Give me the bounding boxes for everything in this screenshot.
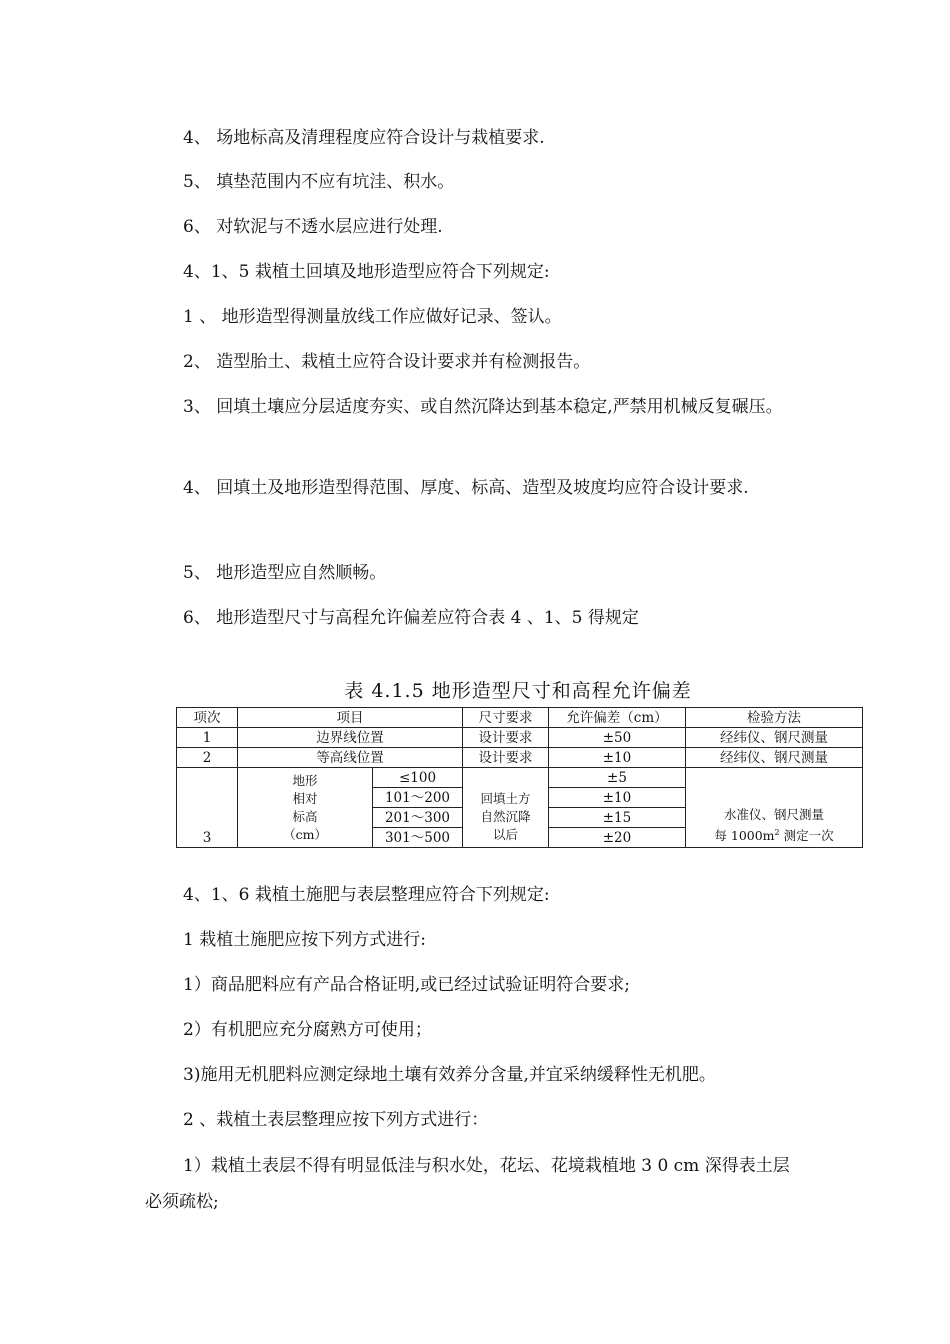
- cell-method-level: [686, 768, 863, 848]
- cell-tolerance: ±15: [549, 808, 686, 828]
- header-requirement: 尺寸要求: [463, 708, 549, 728]
- cell-item: 等高线位置: [238, 748, 463, 768]
- cell-tolerance: ±50: [549, 728, 686, 748]
- cell-item-relative-elevation: 地形 相对 标高 （cm）: [238, 768, 373, 848]
- method-line-1: 水准仪、钢尺测量: [723, 806, 824, 822]
- section-heading-4-1-5: 4、1、5 栽植土回填及地形造型应符合下列规定:: [183, 262, 550, 282]
- cell-method: 经纬仪、钢尺测量: [686, 748, 863, 768]
- cell-tolerance: ±20: [549, 828, 686, 848]
- section-heading-4-1-6: 4、1、6 栽植土施肥与表层整理应符合下列规定:: [183, 885, 550, 905]
- cell-tolerance: ±5: [549, 768, 686, 788]
- paragraph-1-fertilizing: 1 栽植土施肥应按下列方式进行:: [183, 930, 426, 950]
- method-line-2-pre: 每 1000m: [714, 828, 775, 843]
- paragraph-2-soil-report: 2、 造型胎土、栽植土应符合设计要求并有检测报告。: [183, 352, 591, 372]
- cell-tolerance: ±10: [549, 788, 686, 808]
- paragraph-1-topsoil-loose: 1）栽植土表层不得有明显低洼与积水处，花坛、花境栽植地 3 0 cm 深得表土层必须疏松;: [145, 1156, 790, 1212]
- table-row: [177, 748, 863, 768]
- cell-method: 经纬仪、钢尺测量: [686, 728, 863, 748]
- header-method: 检验方法: [686, 708, 863, 728]
- cell-range: 101～200: [373, 788, 463, 808]
- cell-range: 301～500: [373, 828, 463, 848]
- method-line-2: [686, 824, 862, 845]
- paragraph-4-site-level: 4、 场地标高及清理程度应符合设计与栽植要求.: [183, 128, 545, 148]
- table-row: [177, 768, 863, 788]
- paragraph-5-fill-range: 5、 填垫范围内不应有坑洼、积水。: [183, 172, 455, 192]
- cell-no: 3: [177, 768, 238, 848]
- cell-no: 1: [177, 728, 238, 748]
- paragraph-1-commercial-fertilizer: 1）商品肥料应有产品合格证明,或已经过试验证明符合要求;: [183, 975, 630, 995]
- paragraph-5-natural: 5、 地形造型应自然顺畅。: [183, 563, 387, 583]
- paragraph-3-inorganic-fertilizer: 3)施用无机肥料应测定绿地土壤有效养分含量,并宜采纳缓释性无机肥。: [183, 1065, 716, 1085]
- cell-no: 2: [177, 748, 238, 768]
- cell-requirement-settlement: 回填土方 自然沉降 以后: [463, 768, 549, 848]
- paragraph-1-survey: 1 、 地形造型得测量放线工作应做好记录、签认。: [183, 307, 562, 327]
- cell-requirement: 设计要求: [463, 728, 549, 748]
- table-title: 表 4.1.5 地形造型尺寸和高程允许偏差: [344, 680, 692, 702]
- tolerance-table: [176, 707, 863, 848]
- paragraph-2-surface-finishing: 2 、栽植土表层整理应按下列方式进行：: [183, 1110, 489, 1130]
- paragraph-6-soft-mud: 6、 对软泥与不透水层应进行处理.: [183, 217, 443, 237]
- cell-range: ≤100: [373, 768, 463, 788]
- paragraph-6-tolerance-ref: 6、 地形造型尺寸与高程允许偏差应符合表 4 、1、5 得规定: [183, 608, 639, 628]
- table-header-row: [177, 708, 863, 728]
- method-sup: 2: [774, 827, 780, 837]
- cell-range: 201～300: [373, 808, 463, 828]
- header-item: 项目: [238, 708, 463, 728]
- paragraph-2-organic-fertilizer: 2）有机肥应充分腐熟方可使用；: [183, 1020, 432, 1040]
- header-tolerance: 允许偏差（cm）: [549, 708, 686, 728]
- paragraph-4-landform-range: 4、 回填土及地形造型得范围、厚度、标高、造型及坡度均应符合设计要求.: [183, 478, 749, 498]
- header-no: 项次: [177, 708, 238, 728]
- cell-requirement: 设计要求: [463, 748, 549, 768]
- table-row: [177, 728, 863, 748]
- method-line-2-post: 测定一次: [779, 828, 834, 843]
- paragraph-3-compaction: 3、 回填土壤应分层适度夯实、或自然沉降达到基本稳定,严禁用机械反复碾压。: [183, 397, 783, 417]
- cell-tolerance: ±10: [549, 748, 686, 768]
- cell-item: 边界线位置: [238, 728, 463, 748]
